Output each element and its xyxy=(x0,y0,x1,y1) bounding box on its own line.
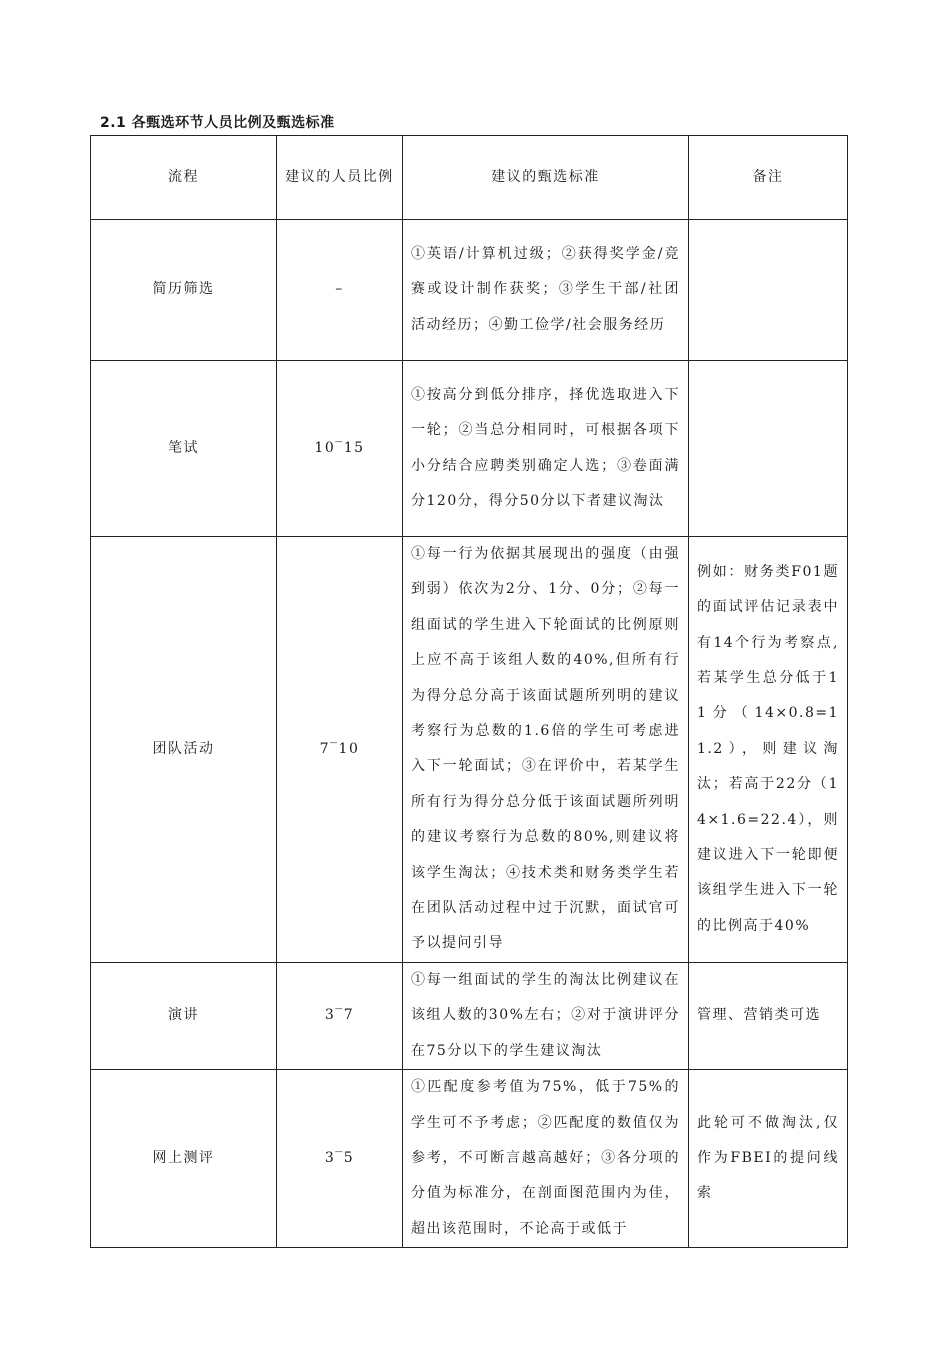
criteria-cell: ①英语/计算机过级；②获得奖学金/竞赛或设计制作获奖；③学生干部/社团活动经历；④勤工俭学/社会服务经历 xyxy=(403,220,689,361)
process-cell: 团队活动 xyxy=(91,537,277,963)
note-cell: 此轮可不做淘汰,仅作为FBEI的提问线索 xyxy=(689,1070,848,1248)
note-cell: 例如：财务类F01题的面试评估记录表中有14个行为考察点,若某学生总分低于11分（14×0.8=11.2），则建议淘汰；若高于22分（14×1.6=22.4），则建议进入下一轮即便该组学生进入下一轮的比例高于40% xyxy=(689,537,848,963)
process-cell: 笔试 xyxy=(91,361,277,537)
ratio-cell: 7‾10 xyxy=(277,537,403,963)
criteria-cell: ①每一行为依据其展现出的强度（由强到弱）依次为2分、1分、0分；②每一组面试的学生进入下轮面试的比例原则上应不高于该组人数的40%,但所有行为得分总分高于该面试题所列明的建议考察行为总数的1.6倍的学生可考虑进入下一轮面试；③在评价中，若某学生所有行为得分总分低于该面试题所列明的建议考察行为总数的80%,则建议将该学生淘汰；④技术类和财务类学生若在团队活动过程中过于沉默，面试官可予以提问引导 xyxy=(403,537,689,963)
table-row xyxy=(91,537,848,963)
header-criteria: 建议的甄选标准 xyxy=(403,136,689,220)
ratio-cell: 10‾15 xyxy=(277,361,403,537)
table-row xyxy=(91,361,848,537)
table-row xyxy=(91,962,848,1069)
ratio-cell: 3‾7 xyxy=(277,962,403,1069)
note-cell xyxy=(689,220,848,361)
header-ratio: 建议的人员比例 xyxy=(277,136,403,220)
table-header-row xyxy=(91,136,848,220)
criteria-cell: ①按高分到低分排序，择优选取进入下一轮；②当总分相同时，可根据各项下小分结合应聘类别确定人选；③卷面满分120分，得分50分以下者建议淘汰 xyxy=(403,361,689,537)
note-cell: 管理、营销类可选 xyxy=(689,962,848,1069)
criteria-cell: ①匹配度参考值为75%，低于75%的学生可不予考虑；②匹配度的数值仅为参考，不可断言越高越好；③各分项的分值为标准分，在剖面图范围内为佳，超出该范围时，不论高于或低于 xyxy=(403,1070,689,1248)
process-cell: 演讲 xyxy=(91,962,277,1069)
section-heading: 2.1 各甄选环节人员比例及甄选标准 xyxy=(100,115,335,131)
table-row xyxy=(91,1070,848,1248)
criteria-cell: ①每一组面试的学生的淘汰比例建议在该组人数的30%左右；②对于演讲评分在75分以下的学生建议淘汰 xyxy=(403,962,689,1069)
header-note: 备注 xyxy=(689,136,848,220)
selection-criteria-table xyxy=(90,135,848,1248)
ratio-cell: – xyxy=(277,220,403,361)
process-cell: 简历筛选 xyxy=(91,220,277,361)
note-cell xyxy=(689,361,848,537)
header-process: 流程 xyxy=(91,136,277,220)
ratio-cell: 3‾5 xyxy=(277,1070,403,1248)
process-cell: 网上测评 xyxy=(91,1070,277,1248)
table-row xyxy=(91,220,848,361)
